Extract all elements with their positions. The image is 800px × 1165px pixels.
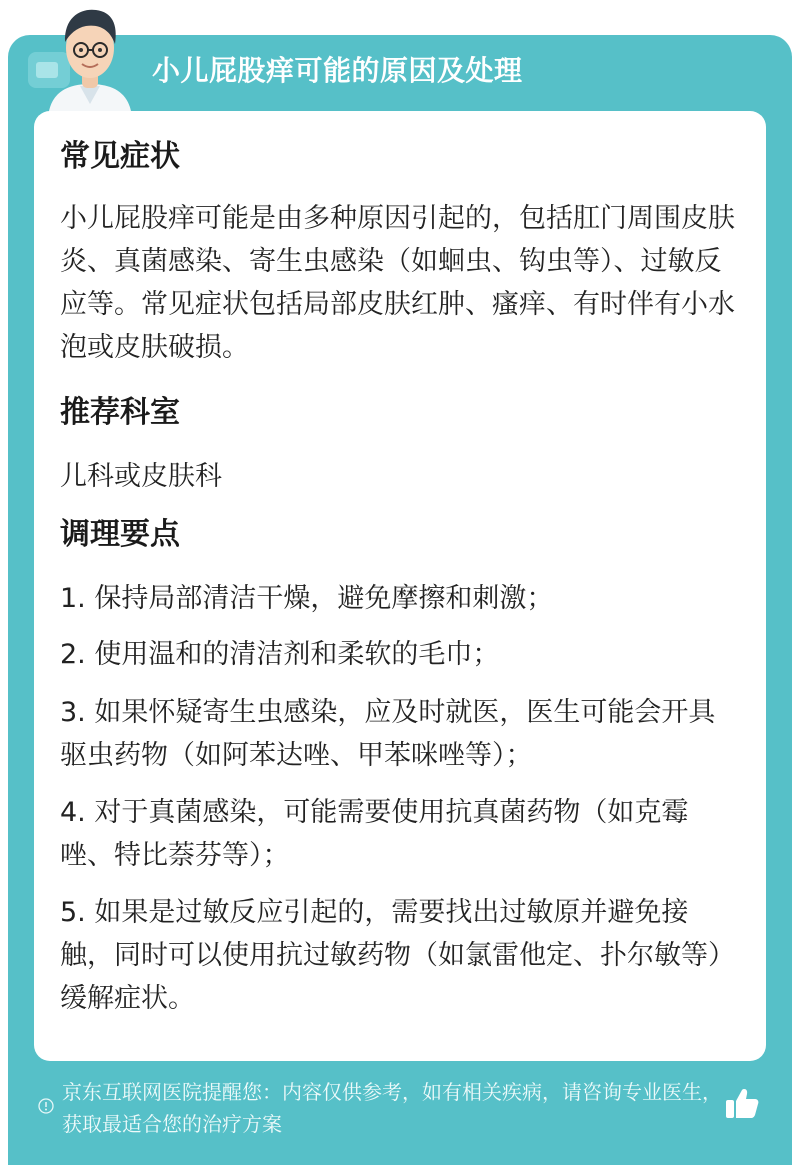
care-item-5: 5. 如果是过敏反应引起的，需要找出过敏原并避免接触，同时可以使用抗过敏药物（如氯雷他定、扑尔敏等）缓解症状。 bbox=[60, 897, 735, 1014]
thumbs-up-icon[interactable] bbox=[724, 1086, 760, 1120]
footer-notice: 京东互联网医院提醒您：内容仅供参考，如有相关疾病，请咨询专业医生，获取最适合您的治疗方案 bbox=[62, 1080, 722, 1136]
care-item-3: 3. 如果怀疑寄生虫感染，应及时就医，医生可能会开具驱虫药物（如阿苯达唑、甲苯咪唑等）； bbox=[60, 697, 716, 771]
care-item-4: 4. 对于真菌感染，可能需要使用抗真菌药物（如克霉唑、特比萘芬等）； bbox=[60, 797, 689, 871]
info-icon bbox=[38, 1098, 54, 1114]
care-item-2: 2. 使用温和的清洁剂和柔软的毛巾； bbox=[60, 639, 500, 670]
department-title: 推荐科室 bbox=[60, 395, 180, 430]
content-card bbox=[34, 111, 766, 1061]
care-title: 调理要点 bbox=[60, 517, 180, 552]
department-text: 儿科或皮肤科 bbox=[60, 461, 222, 492]
footer bbox=[0, 1068, 800, 1165]
symptoms-title: 常见症状 bbox=[60, 139, 180, 174]
doctor-avatar-icon bbox=[20, 0, 160, 118]
page-title: 小儿屁股痒可能的原因及处理 bbox=[152, 54, 523, 87]
care-item-1: 1. 保持局部清洁干燥，避免摩擦和刺激； bbox=[60, 583, 554, 614]
symptoms-text: 小儿屁股痒可能是由多种原因引起的，包括肛门周围皮肤炎、真菌感染、寄生虫感染（如蛔虫、钩虫等）、过敏反应等。常见症状包括局部皮肤红肿、瘙痒、有时伴有小水泡或皮肤破损。 bbox=[60, 203, 735, 363]
